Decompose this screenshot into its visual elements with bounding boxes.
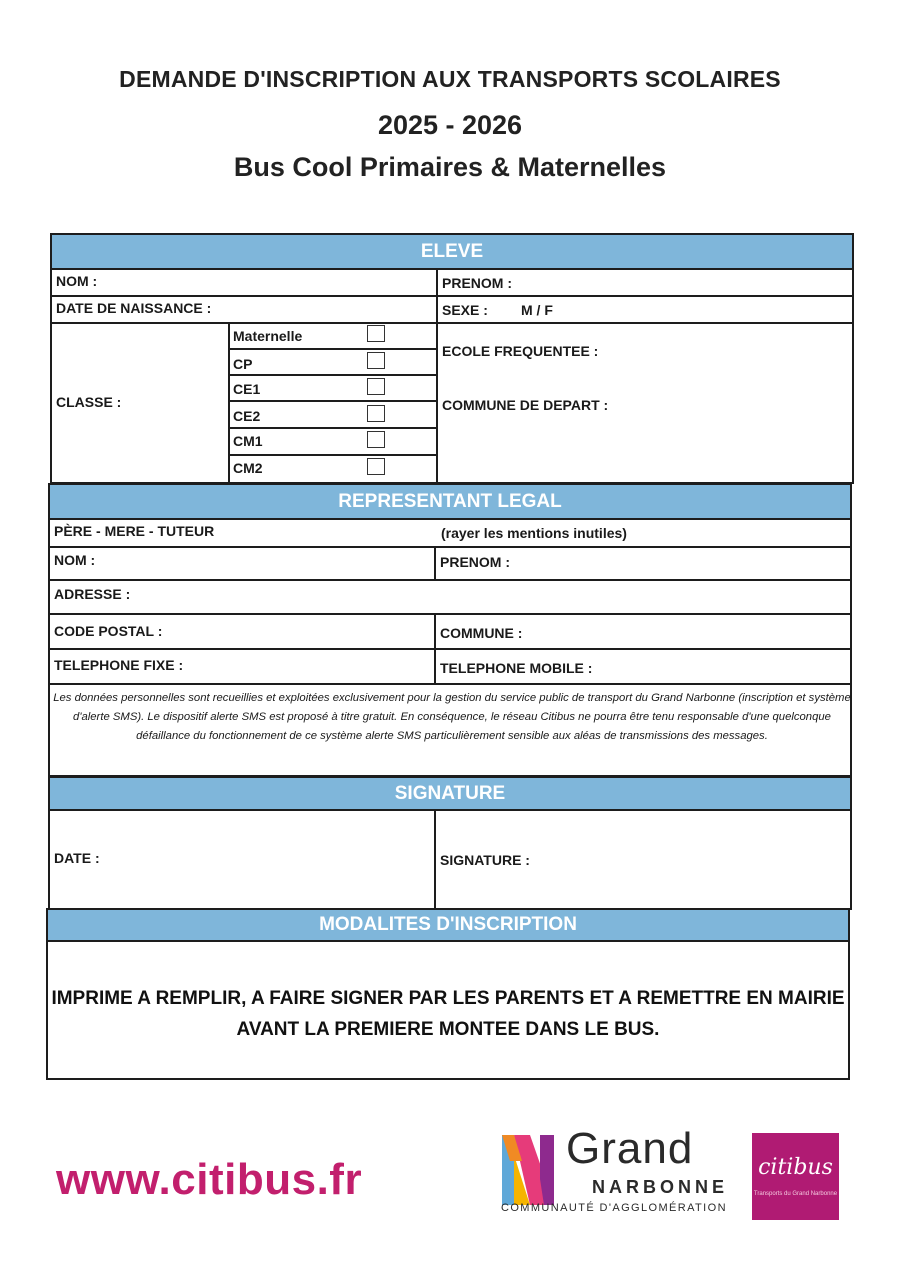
classe-option-cp: CP bbox=[233, 356, 253, 372]
website-link[interactable]: www.citibus.fr bbox=[56, 1155, 363, 1204]
checkbox-cm1[interactable] bbox=[367, 431, 385, 448]
classe-label: CLASSE : bbox=[56, 394, 122, 410]
classe-option-maternelle: Maternelle bbox=[233, 328, 303, 344]
relation-note: (rayer les mentions inutiles) bbox=[441, 525, 627, 541]
logo-narbonne-text: NARBONNE bbox=[592, 1177, 729, 1197]
eleve-prenom-label: PRENOM : bbox=[442, 275, 512, 291]
signature-label: SIGNATURE : bbox=[440, 852, 530, 868]
tel-mobile-label: TELEPHONE MOBILE : bbox=[440, 660, 593, 676]
checkbox-cm2[interactable] bbox=[367, 458, 385, 475]
tel-fixe-label: TELEPHONE FIXE : bbox=[54, 657, 184, 673]
eleve-nom-label: NOM : bbox=[56, 273, 98, 289]
commune-depart-label: COMMUNE DE DEPART : bbox=[442, 397, 609, 413]
signature-band: SIGNATURE bbox=[50, 778, 850, 809]
checkbox-maternelle[interactable] bbox=[367, 325, 385, 342]
modalites-band: MODALITES D'INSCRIPTION bbox=[48, 910, 848, 940]
logo-grand-text: Grand bbox=[566, 1124, 694, 1173]
representant-nom-label: NOM : bbox=[54, 552, 96, 568]
form-title: DEMANDE D'INSCRIPTION AUX TRANSPORTS SCOLAIRES bbox=[119, 66, 781, 92]
school-year: 2025 - 2026 bbox=[377, 110, 523, 140]
checkbox-cp[interactable] bbox=[367, 352, 385, 369]
commune-label: COMMUNE : bbox=[440, 625, 523, 641]
code-postal-label: CODE POSTAL : bbox=[54, 623, 163, 639]
date-naissance-label: DATE DE NAISSANCE : bbox=[56, 300, 212, 316]
citibus-logo-text: citibus bbox=[758, 1155, 833, 1180]
checkbox-ce1[interactable] bbox=[367, 378, 385, 395]
privacy-notice: Les données personnelles sont recueillies et exploitées exclusivement pour la gestion du service public de transport du Grand Narbonne (inscription et système d'alerte SMS). Le dispositif alerte SMS est proposé à titre gratuit. En conséquence, le réseau Citibus ne pourra être tenu responsable d'une quelconque défaillance du fonctionnement de ce système alerte SMS particulièrement sensible aux aléas de transmissions des messages. bbox=[53, 692, 851, 742]
relation-label[interactable]: PÈRE - MERE - TUTEUR bbox=[54, 523, 215, 539]
classe-option-ce1: CE1 bbox=[233, 381, 261, 397]
date-label: DATE : bbox=[54, 850, 100, 866]
eleve-band: ELEVE bbox=[52, 235, 852, 268]
representant-prenom-label: PRENOM : bbox=[440, 554, 510, 570]
citibus-logo-tagline: Transports du Grand Narbonne bbox=[753, 1191, 838, 1197]
ecole-label: ECOLE FREQUENTEE : bbox=[442, 343, 599, 359]
form-subtitle: Bus Cool Primaires & Maternelles bbox=[233, 152, 667, 182]
grand-narbonne-logo bbox=[500, 1124, 845, 1225]
citibus-logo bbox=[752, 1133, 839, 1220]
classe-option-ce2: CE2 bbox=[233, 408, 261, 424]
classe-option-cm1: CM1 bbox=[233, 433, 263, 449]
representant-band: REPRESENTANT LEGAL bbox=[50, 485, 850, 518]
grand-narbonne-n-icon bbox=[500, 1135, 556, 1205]
logo-agglo-text: COMMUNAUTÉ D'AGGLOMÉRATION bbox=[501, 1202, 727, 1214]
checkbox-ce2[interactable] bbox=[367, 405, 385, 422]
classe-option-cm2: CM2 bbox=[233, 460, 263, 476]
sexe-options[interactable]: M / F bbox=[521, 302, 553, 318]
modalites-text: IMPRIME A REMPLIR, A FAIRE SIGNER PAR LES PARENTS ET A REMETTRE EN MAIRIE AVANT LA PREMIERE MONTEE DANS LE BUS. bbox=[51, 988, 845, 1040]
sexe-label: SEXE : bbox=[442, 302, 488, 318]
adresse-label: ADRESSE : bbox=[54, 586, 131, 602]
